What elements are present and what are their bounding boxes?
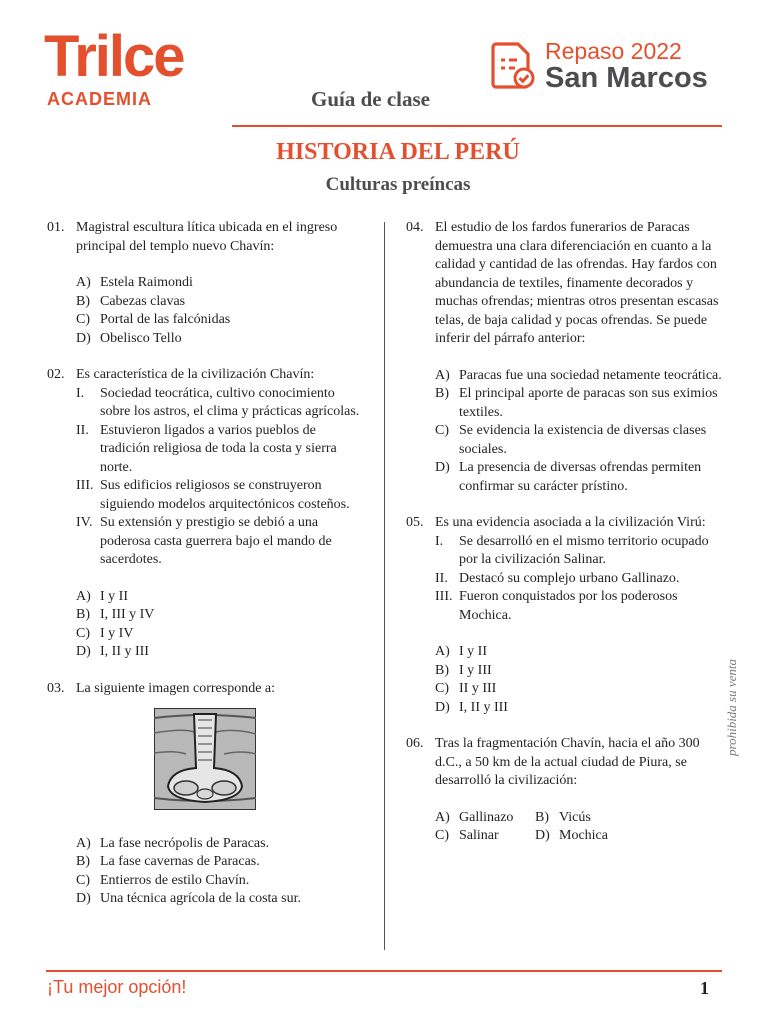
- option-text: I y IV: [100, 625, 134, 641]
- question-number: 03.: [47, 680, 65, 696]
- option-label: B): [435, 662, 449, 678]
- statement-label: II.: [76, 422, 89, 438]
- option: [76, 625, 365, 644]
- option-text: I y II: [100, 588, 128, 604]
- option-label: C): [435, 828, 449, 843]
- option: [76, 890, 365, 909]
- option-text: Salinar: [459, 828, 499, 843]
- page-number: 1: [700, 978, 709, 998]
- option-text: I, II y III: [459, 699, 508, 715]
- option-text: Mochica: [559, 828, 608, 843]
- option-text: Gallinazo: [459, 809, 514, 825]
- option: [435, 809, 535, 828]
- option: [76, 293, 365, 312]
- option-label: D): [535, 828, 550, 843]
- option-text: Vicús: [559, 809, 591, 825]
- question-text: Es característica de la civilización Chavín:: [76, 367, 315, 382]
- statement-text: Fueron conquistados por los poderosos Mochica.: [459, 589, 678, 623]
- option: [76, 643, 365, 662]
- option-label: B): [76, 854, 90, 869]
- option-text: I, III y IV: [100, 607, 155, 622]
- option-text: Portal de las falcónidas: [100, 312, 231, 327]
- option: [76, 606, 365, 625]
- watermark-text: prohibida su venta: [724, 658, 739, 756]
- question-text: Es una evidencia asociada a la civilización Virú:: [435, 515, 706, 530]
- option-label: D): [435, 699, 450, 715]
- question-05: [406, 514, 724, 717]
- question-number: 02.: [47, 367, 65, 382]
- statement-label: I.: [76, 385, 85, 401]
- question-text: La siguiente imagen corresponde a:: [76, 680, 276, 696]
- question-01: [47, 219, 365, 348]
- option: [435, 680, 724, 699]
- option: [435, 662, 724, 681]
- option-label: D): [76, 330, 91, 346]
- question-06: [406, 735, 724, 846]
- statement: [76, 477, 365, 514]
- option-text: El principal aporte de paracas son sus eximios textiles.: [459, 386, 718, 420]
- option-text: I y III: [459, 662, 492, 678]
- question-text: Magistral escultura lítica ubicada en el ingreso principal del templo nuevo Chavín:: [76, 220, 338, 254]
- san-marcos-label: San Marcos: [545, 62, 708, 94]
- option-text: Se evidencia la existencia de diversas clases sociales.: [459, 423, 707, 457]
- option-text: La fase necrópolis de Paracas.: [100, 835, 270, 851]
- statement-label: I.: [435, 533, 444, 549]
- footer-slogan: ¡Tu mejor opción!: [47, 977, 187, 997]
- option-label: A): [76, 588, 91, 604]
- option-text: La presencia de diversas ofrendas permiten confirmar su carácter prístino.: [459, 460, 702, 494]
- option-text: Paracas fue una sociedad netamente teocrática.: [459, 367, 722, 383]
- option-text: Entierros de estilo Chavín.: [100, 872, 250, 888]
- statement-label: III.: [76, 478, 94, 493]
- option: [435, 422, 724, 459]
- option-label: A): [435, 644, 450, 659]
- statement: [435, 533, 724, 570]
- statement-label: IV.: [76, 515, 93, 530]
- question-03: [47, 680, 365, 909]
- page-subtitle: Culturas preíncas: [325, 174, 471, 195]
- option: [76, 588, 365, 607]
- option: [435, 385, 724, 422]
- paracas-tomb-illustration: [154, 708, 256, 810]
- question-number: 06.: [406, 736, 424, 751]
- statement-text: Destacó su complejo urbano Gallinazo.: [459, 570, 680, 586]
- option-label: A): [76, 835, 91, 851]
- footer-rule: [46, 970, 722, 972]
- option-label: D): [435, 460, 450, 475]
- option: [76, 853, 365, 872]
- repaso-label: Repaso 2022: [545, 38, 682, 64]
- option: [76, 872, 365, 891]
- option-label: B): [76, 607, 90, 622]
- statement-label: II.: [435, 570, 448, 586]
- option-label: C): [435, 681, 449, 696]
- option-text: La fase cavernas de Paracas.: [100, 854, 260, 869]
- option: [435, 699, 724, 718]
- option-label: C): [76, 312, 90, 327]
- statement-text: Sociedad teocrática, cultivo conocimiento sobre los astros, el clima y prácticas agrícolas.: [100, 385, 360, 419]
- option: [435, 643, 724, 662]
- column-divider: [384, 222, 385, 950]
- trilce-logo: Trilce: [44, 24, 184, 89]
- statement: [76, 514, 365, 570]
- option-label: A): [76, 275, 91, 290]
- option: [435, 827, 535, 846]
- option-text: Una técnica agrícola de la costa sur.: [100, 891, 301, 906]
- option-label: C): [76, 625, 90, 641]
- option: [76, 330, 365, 349]
- guide-label: Guía de clase: [311, 87, 430, 111]
- page-title: HISTORIA DEL PERÚ: [276, 139, 520, 165]
- option-label: C): [76, 872, 90, 888]
- option-label: B): [535, 809, 549, 825]
- statement: [76, 422, 365, 478]
- option: [76, 274, 365, 293]
- left-column: [47, 219, 365, 909]
- option-label: A): [435, 809, 450, 825]
- question-number: 04.: [406, 220, 424, 235]
- option: [535, 809, 665, 828]
- question-04: [406, 219, 724, 496]
- option-text: Estela Raimondi: [100, 275, 193, 290]
- option-text: Obelisco Tello: [100, 330, 182, 346]
- question-text: Tras la fragmentación Chavín, hacia el año 300 d.C., a 50 km de la actual ciudad de Piura, se desarrolló la civilización:: [435, 736, 700, 788]
- statement-text: Estuvieron ligados a varios pueblos de tradición religiosa de toda la costa y sierra norte.: [100, 422, 337, 475]
- academia-label: ACADEMIA: [47, 89, 152, 109]
- header-rule: [232, 125, 722, 127]
- statement: [435, 588, 724, 625]
- statement: [76, 385, 365, 422]
- document-check-icon: [490, 40, 536, 90]
- option-label: D): [76, 644, 91, 659]
- option-text: I, II y III: [100, 644, 149, 659]
- option: [435, 367, 724, 386]
- statement-text: Sus edificios religiosos se construyeron siguiendo modelos arquitectónicos costeños.: [100, 478, 350, 512]
- statement-text: Se desarrolló en el mismo territorio ocupado por la civilización Salinar.: [459, 533, 709, 567]
- option-text: I y II: [459, 644, 487, 659]
- option-text: Cabezas clavas: [100, 293, 186, 309]
- question-02: [47, 366, 365, 662]
- option-label: A): [435, 367, 450, 383]
- option-label: C): [435, 423, 449, 438]
- question-text: El estudio de los fardos funerarios de Paracas demuestra una clara diferenciación en cuanto a la calidad y cantidad de las ofrendas. Hay fardos con abundancia de textiles, finamente decorados y muchas ofrendas; mientras otros presentan escasas telas, de baja calidad y pocas ofrendas. Se puede inferir del párrafo anterior:: [435, 220, 719, 346]
- option-text: II y III: [459, 681, 497, 696]
- option-label: D): [76, 891, 91, 906]
- statement-text: Su extensión y prestigio se debió a una poderosa casta guerrera bajo el mando de sacerdotes.: [100, 515, 332, 567]
- option: [76, 311, 365, 330]
- option: [76, 835, 365, 854]
- question-number: 01.: [47, 220, 65, 235]
- right-column: [406, 219, 724, 846]
- question-number: 05.: [406, 515, 424, 530]
- statement: [435, 570, 724, 589]
- option-label: B): [76, 293, 90, 309]
- statement-label: III.: [435, 589, 453, 604]
- option-label: B): [435, 386, 449, 401]
- option: [535, 827, 665, 846]
- option: [435, 459, 724, 496]
- watermark-container: [718, 560, 748, 760]
